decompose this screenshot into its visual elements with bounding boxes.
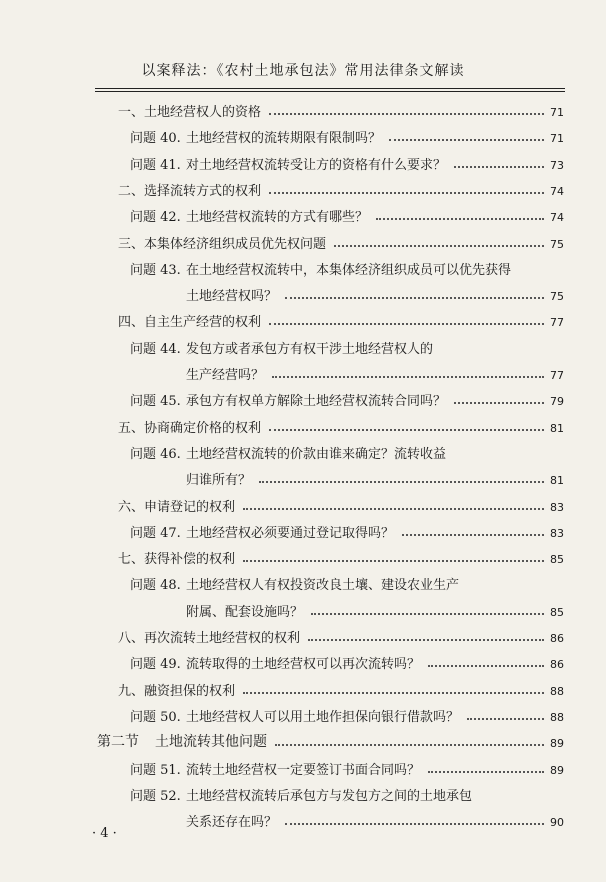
dot-leader bbox=[454, 402, 544, 404]
page-number: · 4 · bbox=[92, 826, 117, 841]
dot-leader bbox=[269, 429, 544, 431]
toc-entry-number: 问题 41. bbox=[130, 157, 181, 173]
toc-entry[interactable] bbox=[0, 701, 606, 725]
toc-entry-number: 第二节 bbox=[97, 734, 139, 751]
toc-page-number: 74 bbox=[550, 184, 564, 198]
toc-entry-number: 问题 49. bbox=[130, 657, 181, 673]
toc-page-number: 77 bbox=[550, 369, 564, 382]
toc-page-number: 88 bbox=[550, 684, 564, 698]
toc-entry[interactable] bbox=[0, 254, 606, 278]
toc-page-number: 77 bbox=[550, 316, 564, 330]
toc-page-number: 83 bbox=[550, 526, 564, 540]
toc-entry-title-continued: 生产经营吗？ bbox=[186, 368, 265, 383]
toc-entry[interactable] bbox=[0, 622, 606, 646]
toc-entry-title: 流转取得的土地经营权可以再次流转吗？ bbox=[186, 657, 421, 673]
toc-entry[interactable] bbox=[0, 491, 606, 515]
toc-entry-continuation[interactable] bbox=[0, 359, 606, 383]
toc-entry[interactable] bbox=[0, 675, 606, 699]
dot-leader bbox=[269, 113, 544, 115]
toc-page-number: 86 bbox=[550, 632, 564, 645]
toc-entry-continuation[interactable] bbox=[0, 280, 606, 304]
toc-entry[interactable] bbox=[0, 306, 606, 330]
toc-entry-title: 发包方或者承包方有权干涉土地经营权人的 bbox=[186, 341, 434, 357]
dot-leader bbox=[285, 297, 544, 299]
toc-entry-title-continued: 关系还存在吗？ bbox=[186, 815, 278, 831]
toc-entry[interactable] bbox=[0, 517, 606, 541]
toc-entry-number: 问题 46. bbox=[130, 446, 181, 462]
toc-entry-title-continued: 土地经营权吗？ bbox=[186, 289, 278, 305]
header-rule bbox=[95, 88, 565, 89]
dot-leader bbox=[334, 245, 544, 247]
dot-leader bbox=[243, 508, 544, 510]
toc-entry[interactable] bbox=[0, 175, 606, 199]
toc-entry-number: 一、 bbox=[118, 105, 145, 120]
dot-leader bbox=[376, 218, 544, 220]
toc-entry-number: 三、 bbox=[118, 236, 145, 252]
toc-entry-number: 问题 52. bbox=[130, 788, 181, 804]
toc-page-number: 83 bbox=[550, 500, 564, 514]
toc-entry-title: 流转土地经营权一定要签订书面合同吗？ bbox=[186, 762, 421, 778]
toc-entry-number: 问题 44. bbox=[130, 341, 181, 357]
toc-entry-number: 二、 bbox=[118, 183, 145, 199]
toc-entry[interactable] bbox=[0, 780, 606, 804]
toc-entry[interactable] bbox=[0, 648, 606, 672]
dot-leader bbox=[275, 744, 544, 746]
toc-entry[interactable] bbox=[0, 543, 606, 567]
toc-section-heading[interactable] bbox=[0, 727, 606, 751]
toc-entry-number: 问题 51. bbox=[130, 762, 181, 778]
toc-entry-title: 土地经营权人有权投资改良土壤、建设农业生产 bbox=[186, 578, 460, 594]
dot-leader bbox=[243, 560, 544, 562]
toc-page-number: 85 bbox=[550, 605, 564, 619]
dot-leader bbox=[311, 613, 544, 615]
toc-page-number: 88 bbox=[550, 710, 564, 724]
toc-entry-title: 自主生产经营的权利 bbox=[144, 315, 262, 331]
toc-entry-title: 土地经营权流转的价款由谁来确定？流转收益 bbox=[186, 446, 447, 462]
toc-entry-number: 九、 bbox=[118, 683, 145, 699]
dot-leader bbox=[269, 323, 544, 325]
toc-page-number: 81 bbox=[550, 474, 564, 488]
toc-entry-title: 协商确定价格的权利 bbox=[144, 420, 262, 436]
toc-entry-number: 问题 47. bbox=[130, 525, 181, 541]
toc-page-number: 86 bbox=[550, 658, 564, 672]
toc-entry-continuation[interactable] bbox=[0, 806, 606, 830]
dot-leader bbox=[269, 192, 544, 194]
toc-entry[interactable] bbox=[0, 438, 606, 462]
toc-entry-number: 问题 50. bbox=[130, 709, 181, 725]
dot-leader bbox=[272, 376, 544, 378]
toc-entry-title: 获得补偿的权利 bbox=[144, 552, 236, 568]
toc-entry-number: 问题 40. bbox=[130, 131, 181, 147]
toc-entry-number: 五、 bbox=[118, 420, 145, 436]
toc-entry[interactable] bbox=[0, 122, 606, 146]
dot-leader bbox=[402, 534, 544, 536]
dot-leader bbox=[428, 665, 544, 667]
toc-entry[interactable] bbox=[0, 754, 606, 778]
toc-entry[interactable] bbox=[0, 569, 606, 593]
toc-entry[interactable] bbox=[0, 149, 606, 173]
toc-entry-continuation[interactable] bbox=[0, 464, 606, 488]
toc-page-number: 74 bbox=[550, 211, 564, 225]
toc-entry-number: 问题 45. bbox=[130, 394, 181, 410]
toc-entry-title: 土地经营权流转的方式有哪些？ bbox=[186, 210, 369, 226]
toc-entry-number: 六、 bbox=[118, 499, 145, 515]
toc-page-number: 81 bbox=[550, 421, 564, 435]
toc-entry-title: 承包方有权单方解除土地经营权流转合同吗？ bbox=[186, 394, 447, 410]
toc-entry-title: 在土地经营权流转中，本集体经济组织成员可以优先获得 bbox=[186, 262, 512, 278]
toc-entry-title: 对土地经营权流转受让方的资格有什么要求？ bbox=[186, 157, 447, 173]
dot-leader bbox=[308, 639, 544, 641]
dot-leader bbox=[243, 692, 544, 694]
toc-entry-title: 土地流转其他问题 bbox=[155, 734, 267, 751]
header-rule bbox=[95, 91, 565, 92]
toc-entry-continuation[interactable] bbox=[0, 596, 606, 620]
toc-entry-number: 七、 bbox=[118, 552, 145, 568]
dot-leader bbox=[389, 139, 544, 141]
toc-entry-title: 土地经营权的流转期限有限制吗？ bbox=[186, 131, 382, 147]
dot-leader bbox=[259, 481, 544, 483]
toc-page-number: 90 bbox=[550, 816, 564, 830]
running-header: 以案释法：《农村土地承包法》常用法律条文解读 bbox=[141, 63, 465, 79]
toc-entry-title: 融资担保的权利 bbox=[144, 683, 236, 699]
toc-entry-title: 土地经营权人可以用土地作担保向银行借款吗？ bbox=[186, 709, 460, 725]
dot-leader bbox=[428, 771, 544, 773]
toc-entry[interactable] bbox=[0, 333, 606, 357]
toc-page-number: 75 bbox=[550, 290, 564, 304]
toc-entry-title: 土地经营权必须要通过登记取得吗？ bbox=[186, 525, 395, 541]
toc-page-number: 89 bbox=[550, 737, 564, 751]
toc-entry[interactable] bbox=[0, 385, 606, 409]
toc-entry[interactable] bbox=[0, 412, 606, 436]
toc-entry-title: 本集体经济组织成员优先权问题 bbox=[144, 236, 327, 252]
toc-page-number: 71 bbox=[550, 132, 564, 146]
toc-entry-title-continued: 附属、配套设施吗？ bbox=[186, 604, 304, 620]
dot-leader bbox=[454, 166, 544, 168]
toc-page-number: 89 bbox=[550, 763, 564, 777]
toc-entry-title: 再次流转土地经营权的权利 bbox=[144, 631, 301, 646]
toc-entry-title: 土地经营权人的资格 bbox=[144, 105, 262, 120]
toc-page-number: 71 bbox=[550, 106, 564, 119]
toc-entry[interactable] bbox=[0, 228, 606, 252]
dot-leader bbox=[467, 718, 544, 720]
toc-entry-title: 土地经营权流转后承包方与发包方之间的土地承包 bbox=[186, 788, 473, 804]
toc-entry[interactable] bbox=[0, 201, 606, 225]
toc-entry-number: 问题 42. bbox=[130, 210, 181, 226]
toc-page-number: 85 bbox=[550, 553, 564, 567]
dot-leader bbox=[285, 823, 544, 825]
toc-page-number: 73 bbox=[550, 158, 564, 172]
toc-entry-title: 申请登记的权利 bbox=[144, 499, 236, 515]
toc-entry-number: 四、 bbox=[118, 315, 145, 331]
toc-entry-title-continued: 归谁所有？ bbox=[186, 473, 252, 489]
toc-entry-number: 问题 48. bbox=[130, 578, 181, 594]
toc-entry-number: 问题 43. bbox=[130, 262, 181, 278]
toc-page-number: 79 bbox=[550, 395, 564, 409]
toc-entry[interactable] bbox=[0, 96, 606, 120]
toc-entry-title: 选择流转方式的权利 bbox=[144, 183, 262, 199]
toc-entry-number: 八、 bbox=[118, 631, 145, 646]
toc-page-number: 75 bbox=[550, 237, 564, 251]
